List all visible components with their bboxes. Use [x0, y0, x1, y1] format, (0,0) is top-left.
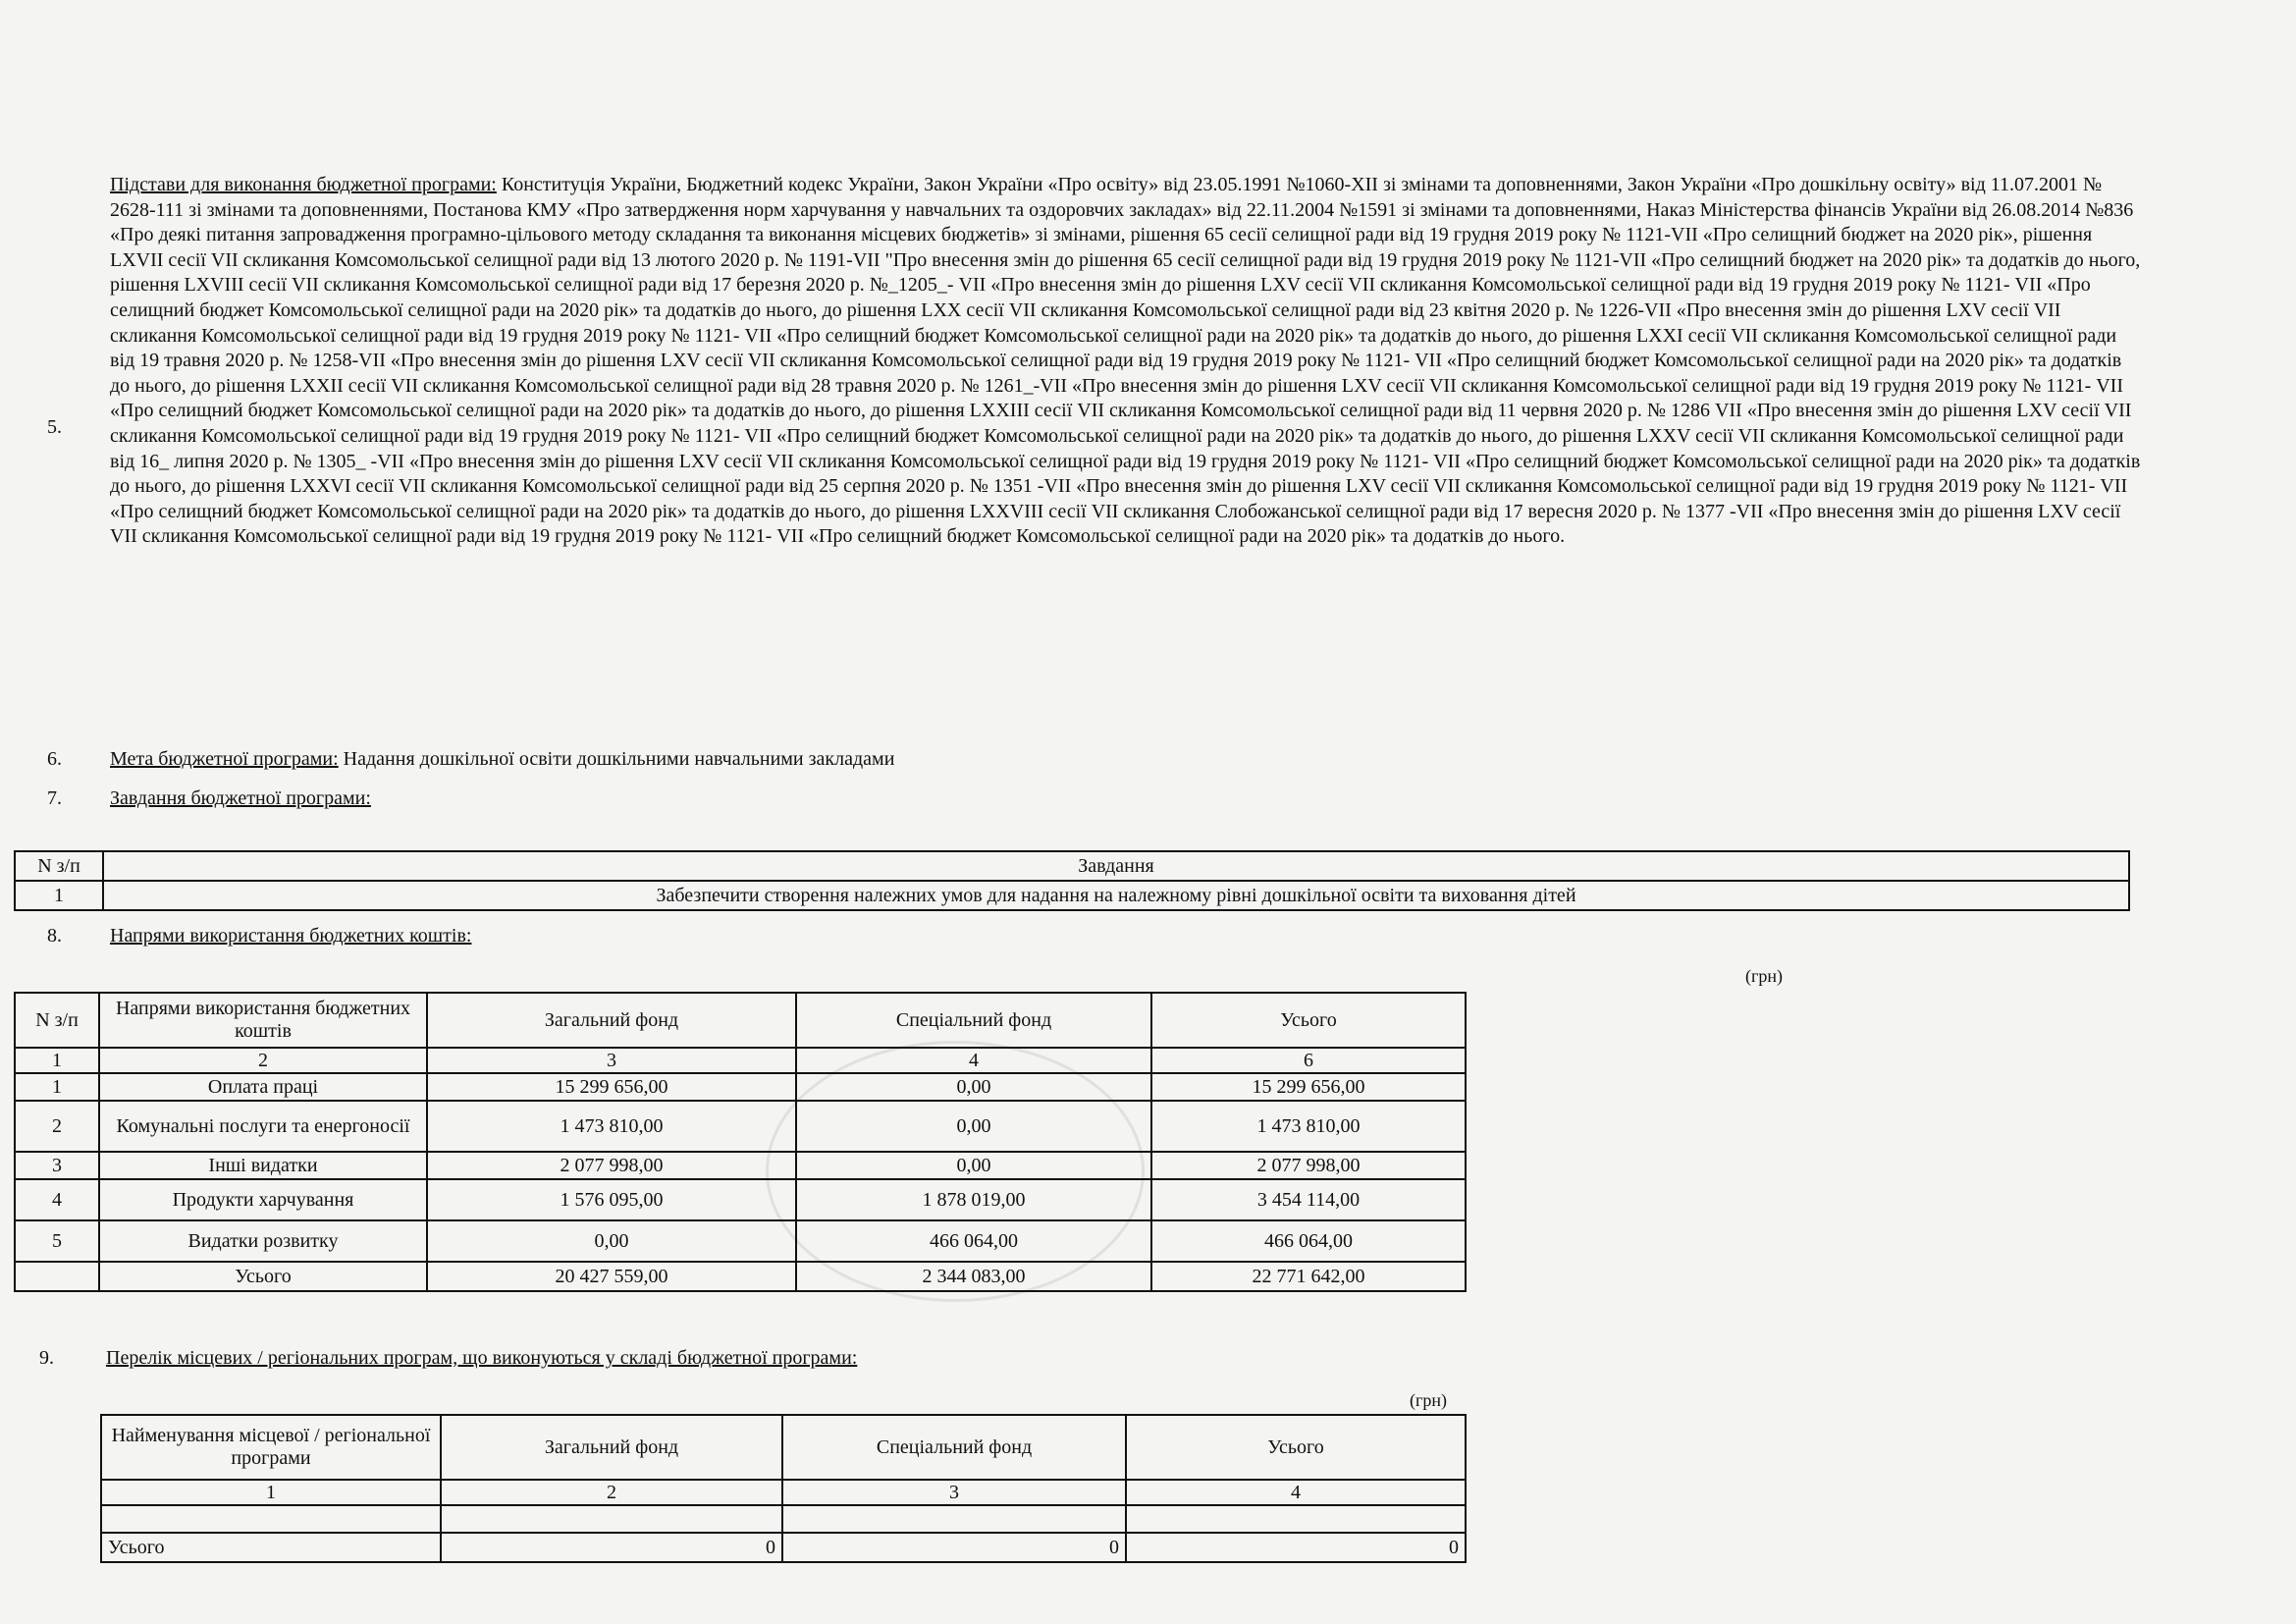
programs-index-row — [101, 1480, 1466, 1505]
index-cell: 4 — [1126, 1480, 1466, 1505]
row-direction: Оплата праці — [99, 1073, 427, 1101]
row-special: 0,00 — [796, 1152, 1151, 1179]
index-cell: 4 — [796, 1048, 1151, 1073]
programs-total-total: 0 — [1126, 1533, 1466, 1562]
spending-header-row — [15, 993, 1466, 1048]
spending-header-total: Усього — [1151, 993, 1466, 1048]
programs-header-row — [101, 1415, 1466, 1480]
spending-header-direction: Напрями використання бюджетних коштів — [99, 993, 427, 1048]
spending-total-row — [15, 1262, 1466, 1291]
row-num: 4 — [15, 1179, 99, 1220]
task-num: 1 — [15, 881, 103, 910]
row-total: 1 473 810,00 — [1151, 1101, 1466, 1152]
section-6-title: Мета бюджетної програми: — [110, 748, 339, 770]
empty-cell — [101, 1505, 441, 1533]
row-num: 5 — [15, 1220, 99, 1262]
section-6-number: 6. — [47, 748, 62, 770]
row-general: 15 299 656,00 — [427, 1073, 796, 1101]
row-direction: Видатки розвитку — [99, 1220, 427, 1262]
row-general: 0,00 — [427, 1220, 796, 1262]
spending-header-special: Спеціальний фонд — [796, 993, 1151, 1048]
row-general: 1 576 095,00 — [427, 1179, 796, 1220]
row-direction: Комунальні послуги та енергоносії — [99, 1101, 427, 1152]
section-7-number: 7. — [47, 787, 62, 809]
tasks-header-num: N з/п — [15, 851, 103, 881]
total-label: Усього — [99, 1262, 427, 1291]
tasks-table — [14, 850, 2130, 911]
row-special: 0,00 — [796, 1101, 1151, 1152]
tasks-header-task: Завдання — [103, 851, 2129, 881]
total-total: 22 771 642,00 — [1151, 1262, 1466, 1291]
programs-header-special: Спеціальний фонд — [782, 1415, 1126, 1480]
row-special: 0,00 — [796, 1073, 1151, 1101]
row-num: 1 — [15, 1073, 99, 1101]
section-5-text — [110, 173, 2142, 550]
row-general: 2 077 998,00 — [427, 1152, 796, 1179]
row-general: 1 473 810,00 — [427, 1101, 796, 1152]
row-total: 466 064,00 — [1151, 1220, 1466, 1262]
section-8-title: Напрями використання бюджетних коштів: — [110, 925, 472, 947]
programs-header-general: Загальний фонд — [441, 1415, 782, 1480]
table-row — [15, 881, 2129, 910]
row-total: 2 077 998,00 — [1151, 1152, 1466, 1179]
task-text: Забезпечити створення належних умов для надання на належному рівні дошкільної освіти та виховання дітей — [103, 881, 2129, 910]
index-cell: 2 — [99, 1048, 427, 1073]
total-general: 20 427 559,00 — [427, 1262, 796, 1291]
index-cell: 1 — [15, 1048, 99, 1073]
programs-total-general: 0 — [441, 1533, 782, 1562]
index-cell: 1 — [101, 1480, 441, 1505]
spending-header-num: N з/п — [15, 993, 99, 1048]
programs-total-special: 0 — [782, 1533, 1126, 1562]
total-num — [15, 1262, 99, 1291]
row-total: 3 454 114,00 — [1151, 1179, 1466, 1220]
row-num: 3 — [15, 1152, 99, 1179]
empty-cell — [441, 1505, 782, 1533]
row-num: 2 — [15, 1101, 99, 1152]
section-9-number: 9. — [39, 1347, 54, 1369]
row-direction: Продукти харчування — [99, 1179, 427, 1220]
row-direction: Інші видатки — [99, 1152, 427, 1179]
table-row — [101, 1505, 1466, 1533]
row-total: 15 299 656,00 — [1151, 1073, 1466, 1101]
programs-header-name: Найменування місцевої / регіональної програми — [101, 1415, 441, 1480]
row-special: 1 878 019,00 — [796, 1179, 1151, 1220]
section-5-number: 5. — [47, 416, 62, 438]
row-special: 466 064,00 — [796, 1220, 1151, 1262]
empty-cell — [782, 1505, 1126, 1533]
regional-programs-table — [100, 1414, 1467, 1563]
total-special: 2 344 083,00 — [796, 1262, 1151, 1291]
index-cell: 3 — [782, 1480, 1126, 1505]
programs-total-label: Усього — [101, 1533, 441, 1562]
table-row — [15, 1220, 1466, 1262]
section-8-unit: (грн) — [1745, 966, 1784, 986]
section-7-title: Завдання бюджетної програми: — [110, 787, 371, 809]
tasks-header-row — [15, 851, 2129, 881]
spending-index-row — [15, 1048, 1466, 1073]
section-9-title: Перелік місцевих / регіональних програм, що виконуються у складі бюджетної програми: — [106, 1347, 858, 1369]
section-6-line — [110, 748, 894, 771]
section-8-number: 8. — [47, 925, 62, 947]
index-cell: 2 — [441, 1480, 782, 1505]
spending-header-general: Загальний фонд — [427, 993, 796, 1048]
section-9-unit: (грн) — [1410, 1390, 1448, 1410]
programs-total-row — [101, 1533, 1466, 1562]
empty-cell — [1126, 1505, 1466, 1533]
section-5-body: Конституція України, Бюджетний кодекс України, Закон України «Про освіту» від 23.05.1991 №1060-XII зі змінами та доповненнями, Закон України «Про дошкільну освіту» від 11.07.2001 № 2628-111 зі змінами та доповненнями, Постанова КМУ «Про затвердження норм харчування у навчальних та оздоровчих закладах» від 22.11.2004 №1591 зі змінами та доповненнями, Наказ Міністерства фінансів України від 26.08.2014 №836 «Про деякі питання запровадження програмно-цільового методу складання та виконання місцевих бюджетів» зі змінами, рішення 65 сесії селищної ради від 19 грудня 2019 року № 1121-VII «Про селищний бюджет на 2020 рік», рішення LXVII сесії VII скликання Комсомольської селищної ради від 13 лютого 2020 р. № 1191-VII "Про внесення змін до рішення 65 сесії селищної ради від 19 грудня 2019 року № 1121-VII «Про селищний бюджет на 2020 рік» та додатків до нього, рішення LXVIII сесії VII скликання Комсомольської селищної ради від 17 березня 2020 р. №_1205_- VII «Про внесення змін до рішення LXV сесії VII скликання Комсомольської селищної ради від 19 грудня 2019 року № 1121- VII «Про селищний бюджет Комсомольської селищної ради на 2020 рік» та додатків до нього, до рішення LXX сесії VII скликання Комсомольської селищної ради від 23 квітня 2020 р. № 1226-VII «Про внесення змін до рішення LXV сесії VII скликання Комсомольської селищної ради від 19 грудня 2019 року № 1121- VII «Про селищний бюджет Комсомольської селищної ради на 2020 рік» та додатків до нього, до рішення LXXI сесії VII скликання Комсомольської селищної ради від 19 травня 2020 р. № 1258-VII «Про внесення змін до рішення LXV сесії VII скликання Комсомольської селищної ради від 19 грудня 2019 року № 1121- VII «Про селищний бюджет Комсомольської селищної ради на 2020 рік» та додатків до нього, до рішення LXXII сесії VII скликання Комсомольської селищної ради від 28 травня 2020 р. № 1261_-VII «Про внесення змін до рішення LXV сесії VII скликання Комсомольської селищної ради від 19 грудня 2019 року № 1121- VII «Про селищний бюджет Комсомольської селищної ради на 2020 рік» та додатків до нього, до рішення LXXIII сесії VII скликання Комсомольської селищної ради від 11 червня 2020 р. № 1286 VII «Про внесення змін до рішення LXV сесії VII скликання Комсомольської селищної ради від 19 грудня 2019 року № 1121- VII «Про селищний бюджет Комсомольської селищної ради на 2020 рік» та додатків до нього, до рішення LXXV сесії VII скликання Комсомольської селищної ради від 16_ липня 2020 р. № 1305_ -VII «Про внесення змін до рішення LXV сесії VII скликання Комсомольської селищної ради від 19 грудня 2019 року № 1121- VII «Про селищний бюджет Комсомольської селищної ради на 2020 рік» та додатків до нього, до рішення LXXVI сесії VII скликання Комсомольської селищної ради від 25 серпня 2020 р. № 1351 -VII «Про внесення змін до рішення LXV сесії VII скликання Комсомольської селищної ради від 19 грудня 2019 року № 1121- VII «Про селищний бюджет Комсомольської селищної ради на 2020 рік» та додатків до нього, до рішення LXXVIII сесії VII скликання Слобожанської селищної ради від 17 вересня 2020 р. № 1377 -VII «Про внесення змін до рішення LXV сесії VII скликання Комсомольської селищної ради від 19 грудня 2019 року № 1121- VII «Про селищний бюджет Комсомольської селищної ради на 2020 рік» та додатків до нього. — [110, 174, 2141, 548]
section-5-title: Підстави для виконання бюджетної програми: — [110, 174, 497, 195]
table-row — [15, 1152, 1466, 1179]
spending-directions-table — [14, 992, 1467, 1292]
section-6-text: Надання дошкільної освіти дошкільними навчальними закладами — [338, 748, 895, 770]
index-cell: 3 — [427, 1048, 796, 1073]
table-row — [15, 1179, 1466, 1220]
programs-header-total: Усього — [1126, 1415, 1466, 1480]
table-row — [15, 1101, 1466, 1152]
index-cell: 6 — [1151, 1048, 1466, 1073]
table-row — [15, 1073, 1466, 1101]
